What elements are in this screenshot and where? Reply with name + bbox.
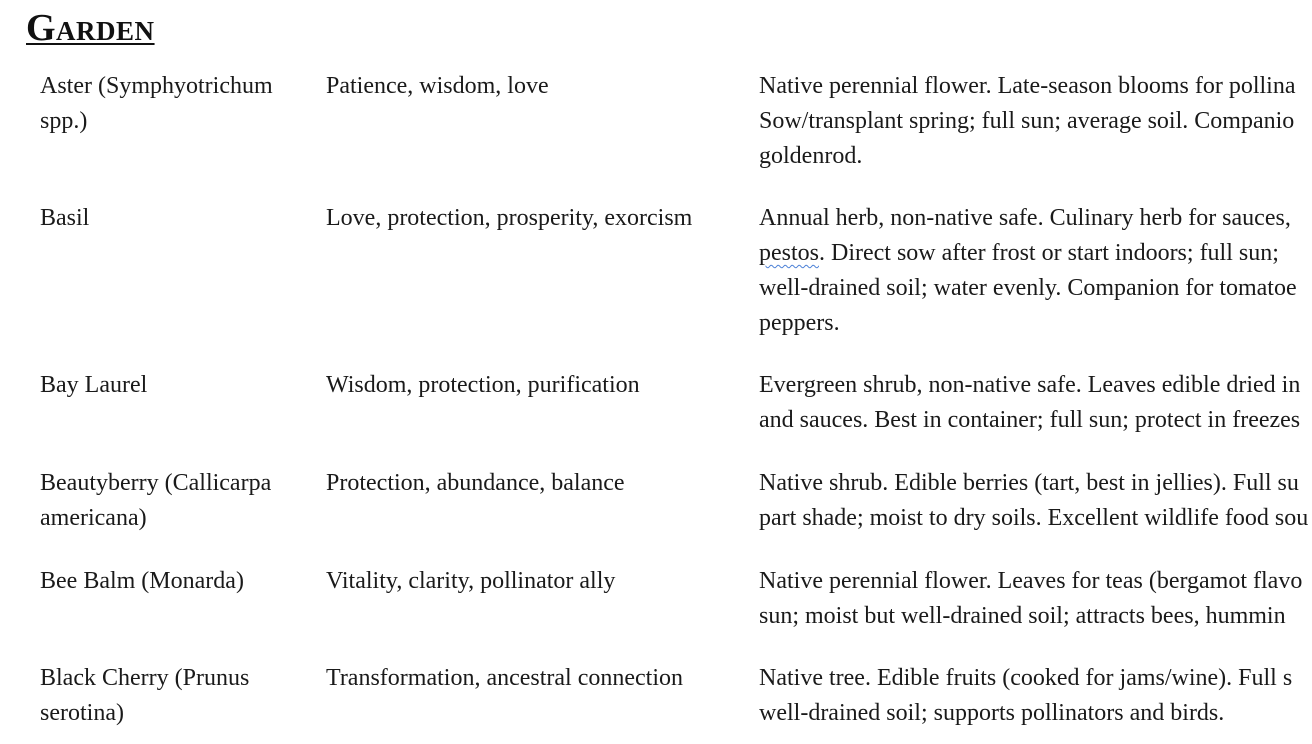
notes-line: peppers. bbox=[759, 310, 840, 336]
meaning-cell: Patience, wisdom, love bbox=[326, 73, 549, 99]
meaning-cell: Wisdom, protection, purification bbox=[326, 372, 640, 398]
notes-line: well-drained soil; supports pollinators and birds. bbox=[759, 700, 1225, 726]
notes-line bbox=[759, 236, 1312, 271]
notes-line: well-drained soil; water evenly. Companion for tomatoe bbox=[759, 275, 1297, 301]
notes-line: Native tree. Edible fruits (cooked for jams/wine). Full s bbox=[759, 665, 1293, 691]
notes-line: sun; moist but well-drained soil; attracts bees, hummin bbox=[759, 603, 1286, 629]
notes-line: and sauces. Best in container; full sun; protect in freezes bbox=[759, 407, 1301, 433]
notes-cell bbox=[759, 368, 1312, 438]
notes-cell bbox=[759, 201, 1312, 341]
notes-cell bbox=[759, 564, 1312, 634]
plant-name-cell: Black Cherry (Prunus serotina) bbox=[40, 665, 250, 726]
notes-line: Native shrub. Edible berries (tart, best in jellies). Full su bbox=[759, 470, 1299, 496]
meaning-cell: Vitality, clarity, pollinator ally bbox=[326, 568, 616, 594]
spellcheck-flagged-word[interactable]: pestos bbox=[759, 240, 819, 266]
notes-line: Native perennial flower. Late-season blooms for pollina bbox=[759, 73, 1296, 99]
notes-cell bbox=[759, 466, 1312, 536]
plant-name-cell: Beautyberry (Callicarpa americana) bbox=[40, 470, 272, 531]
plant-name-cell: Bee Balm (Monarda) bbox=[40, 568, 244, 594]
notes-line: Evergreen shrub, non-native safe. Leaves edible dried in bbox=[759, 372, 1301, 398]
plant-name-cell: Basil bbox=[40, 205, 90, 231]
meaning-cell: Protection, abundance, balance bbox=[326, 470, 625, 496]
notes-line: Native perennial flower. Leaves for teas (bergamot flavo bbox=[759, 568, 1303, 594]
meaning-cell: Transformation, ancestral connection bbox=[326, 665, 684, 691]
notes-text: . Direct sow after frost or start indoors; full sun; bbox=[819, 240, 1279, 266]
meaning-cell: Love, protection, prosperity, exorcism bbox=[326, 205, 693, 231]
notes-line: Annual herb, non-native safe. Culinary herb for sauces, bbox=[759, 205, 1291, 231]
notes-line: goldenrod. bbox=[759, 143, 863, 169]
plant-name-cell: Aster (Symphyotrichum spp.) bbox=[40, 73, 273, 134]
plant-name-cell: Bay Laurel bbox=[40, 372, 148, 398]
notes-cell bbox=[759, 69, 1312, 174]
notes-line: Sow/transplant spring; full sun; average soil. Companio bbox=[759, 108, 1295, 134]
page-title: Garden bbox=[26, 7, 155, 49]
notes-cell bbox=[759, 661, 1312, 731]
notes-line: part shade; moist to dry soils. Excellent wildlife food sou bbox=[759, 505, 1309, 531]
